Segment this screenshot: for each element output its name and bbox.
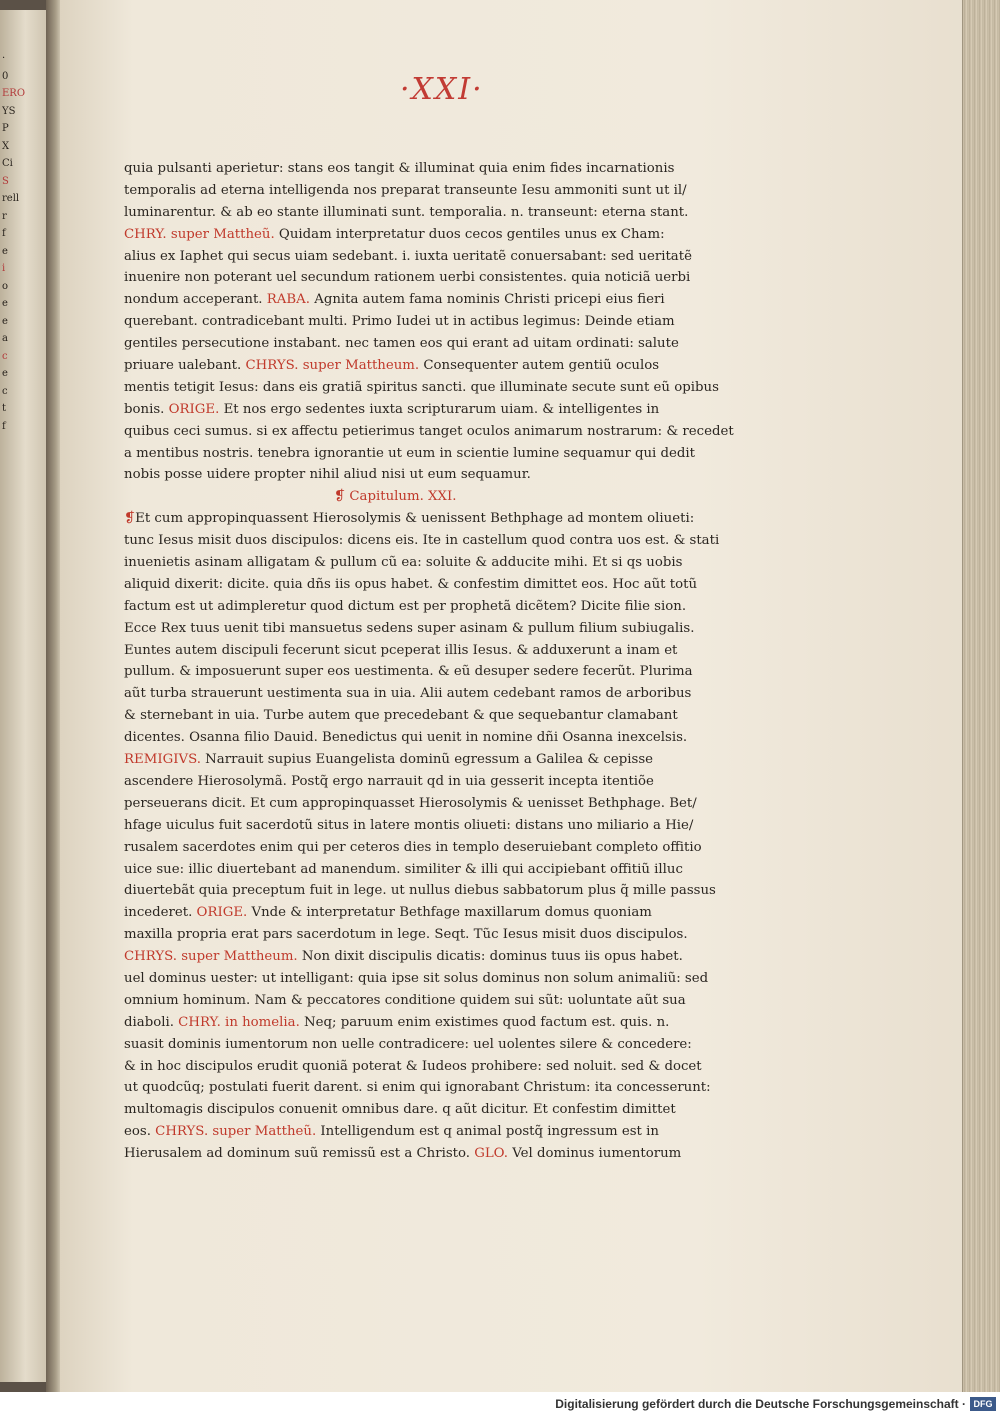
left-margin-fragment: c bbox=[2, 385, 8, 397]
footer bbox=[0, 1392, 1000, 1418]
line-text: inuenietis asinam alligatam & pullum cũ ea: soluite & adducite mihi. Et si qs uobis bbox=[124, 555, 683, 571]
text-line bbox=[124, 1121, 724, 1143]
line-text: Intelligendum est q animal postq̃ ingressum est in bbox=[316, 1124, 659, 1140]
text-line bbox=[124, 289, 724, 311]
text-line bbox=[124, 640, 724, 662]
left-margin-fragment: i bbox=[2, 263, 6, 274]
line-text: gentiles persecutione instabant. nec tamen eos qui erant ad uitam ordinati: salute bbox=[124, 336, 679, 352]
rubric-text: CHRYS. super Mattheũ. bbox=[155, 1124, 317, 1140]
text-line bbox=[124, 1012, 724, 1034]
text-line bbox=[124, 1143, 724, 1165]
line-text: aliquid dixerit: dicite. quia dñs iis opus habet. & confestim dimittet eos. Hoc aũt totũ bbox=[124, 576, 698, 592]
line-text: pullum. & imposuerunt super eos uestimenta. & eũ desuper sedere fecerũt. Plurima bbox=[124, 664, 693, 680]
line-text: Et cum appropinquassent Hierosolymis & uenissent Bethphage ad montem oliueti: bbox=[135, 511, 695, 527]
text-line bbox=[124, 902, 724, 924]
text-line bbox=[124, 837, 724, 859]
text-line bbox=[124, 530, 724, 552]
line-text: factum est ut adimpleretur quod dictum est per prophetã dicẽtem? Dicite filie sion. bbox=[124, 598, 687, 614]
text-line bbox=[124, 771, 724, 793]
left-margin-fragment: X bbox=[2, 140, 10, 152]
text-line bbox=[124, 333, 724, 355]
left-margin-fragment: ERO bbox=[2, 88, 26, 99]
page-edges bbox=[962, 0, 1000, 1392]
line-text: querebant. contradicebant multi. Primo Iudei ut in actibus legimus: Deinde etiam bbox=[124, 314, 675, 330]
text-line bbox=[124, 749, 724, 771]
line-text: diuertebãt quia preceptum fuit in lege. ut nullus diebus sabbatorum plus q̃ mille passus bbox=[124, 883, 716, 899]
left-margin-fragment: t bbox=[2, 403, 7, 414]
text-line bbox=[124, 508, 724, 530]
line-text: Hierusalem ad dominum suũ remissũ est a Christo. bbox=[124, 1146, 475, 1162]
line-text: & in hoc discipulos erudit quoniã poterat & Iudeos prohibere: sed noluit. sed & docet bbox=[124, 1058, 702, 1074]
rubric-text: REMIGIVS. bbox=[124, 752, 201, 768]
left-margin-fragment: r bbox=[2, 210, 7, 222]
line-text: Agnita autem fama nominis Christi pricepi eius fieri bbox=[309, 292, 665, 308]
dfg-logo: DFG bbox=[970, 1397, 996, 1411]
line-text: diaboli. bbox=[124, 1014, 179, 1030]
line-text: Narrauit supius Euangelista dominũ egressum a Galilea & cepisse bbox=[200, 752, 654, 768]
left-margin-fragment: f bbox=[2, 420, 6, 432]
rubric-text: CHRY. super Mattheũ. bbox=[124, 226, 275, 242]
text-line bbox=[124, 924, 724, 946]
folio-number: ·XXI· bbox=[400, 72, 484, 107]
text-line bbox=[124, 859, 724, 881]
rubric-text: ❡ bbox=[334, 489, 350, 505]
left-margin-fragment: e bbox=[2, 245, 8, 257]
text-line bbox=[124, 968, 724, 990]
line-text: ascendere Hierosolymã. Postq̃ ergo narrauit qd in uia gesserit incepta itentiõe bbox=[124, 773, 654, 789]
line-text: incederet. bbox=[124, 905, 197, 921]
rubric-text: CHRYS. super Mattheum. bbox=[124, 949, 298, 965]
line-text: Vel dominus iumentorum bbox=[508, 1146, 682, 1162]
text-line bbox=[124, 990, 724, 1012]
line-text: tunc Iesus misit duos discipulos: dicens eis. Ite in castellum quod contra uos est. & stati bbox=[124, 533, 720, 549]
text-line bbox=[124, 202, 724, 224]
text-line bbox=[124, 246, 724, 268]
rubric-text: ORIGE. bbox=[196, 905, 248, 921]
line-text: perseuerans dicit. Et cum appropinquasset Hierosolymis & uenisset Bethphage. Bet/ bbox=[124, 795, 697, 811]
left-margin-fragment: S bbox=[2, 175, 9, 187]
chapter-heading bbox=[334, 486, 934, 508]
line-text: Neq; paruum enim existimes quod factum est. quis. n. bbox=[299, 1014, 670, 1030]
text-line bbox=[124, 355, 724, 377]
left-margin-fragment: · bbox=[2, 53, 6, 64]
line-text: Euntes autem discipuli fecerunt sicut pceperat illis Iesus. & adduxerunt a inam et bbox=[124, 642, 678, 658]
rubric-text: ORIGE. bbox=[168, 401, 220, 417]
left-margin-fragment: YS bbox=[2, 105, 16, 117]
line-text: ut quodcũq; postulati fuerit darent. si enim qui ignorabant Christum: ita concesserunt: bbox=[124, 1080, 711, 1096]
line-text: aũt turba strauerunt uestimenta sua in uia. Alii autem cedebant ramos de arboribus bbox=[124, 686, 692, 702]
line-text: bonis. bbox=[124, 401, 169, 417]
text-line bbox=[124, 464, 724, 486]
line-text: nondum acceperant. bbox=[124, 292, 267, 308]
left-margin-fragment: Ci bbox=[2, 158, 13, 169]
left-margin-fragment: rell bbox=[2, 193, 20, 204]
line-text: rusalem sacerdotes enim qui per ceteros dies in templo deseruiebant completo offitio bbox=[124, 839, 702, 855]
footer-credit: Digitalisierung gefördert durch die Deutsche Forschungsgemeinschaft · bbox=[555, 1397, 966, 1411]
text-line bbox=[124, 815, 724, 837]
line-text: uel dominus uester: ut intelligant: quia ipse sit solus dominus non solum animaliũ: sed bbox=[124, 970, 709, 986]
text-line bbox=[124, 596, 724, 618]
left-margin-fragment: f bbox=[2, 228, 6, 239]
left-margin-fragment: 0 bbox=[2, 70, 9, 82]
line-text: luminarentur. & ab eo stante illuminati sunt. temporalia. n. transeunt: eterna stant. bbox=[124, 204, 689, 220]
line-text: Non dixit discipulis dicatis: dominus tuus iis opus habet. bbox=[297, 949, 683, 965]
line-text: Vnde & interpretatur Bethfage maxillarum domus quoniam bbox=[247, 905, 652, 921]
text-line bbox=[124, 705, 724, 727]
text-line bbox=[124, 267, 724, 289]
text-line bbox=[124, 158, 724, 180]
text-line bbox=[124, 552, 724, 574]
text-line bbox=[124, 1056, 724, 1078]
text-line bbox=[124, 793, 724, 815]
line-text: priuare ualebant. bbox=[124, 358, 246, 374]
line-text: Ecce Rex tuus uenit tibi mansuetus sedens super asinam & pullum filium subiugalis. bbox=[124, 620, 695, 636]
left-margin-fragment: e bbox=[2, 368, 8, 379]
rubric-text: Capitulum. XXI. bbox=[349, 489, 457, 505]
left-margin-fragment: c bbox=[2, 350, 8, 362]
left-margin-fragment: o bbox=[2, 280, 9, 292]
text-line bbox=[124, 311, 724, 333]
text-line bbox=[124, 399, 724, 421]
text-block bbox=[124, 158, 734, 1165]
text-line bbox=[124, 618, 724, 640]
rubric-text: ❡ bbox=[124, 511, 136, 527]
line-text: quibus ceci sumus. si ex affectu petierimus tanget oculos animarum nostrarum: & recedet bbox=[124, 423, 734, 439]
line-text: & sternebant in uia. Turbe autem que precedebant & que sequebantur clamabant bbox=[124, 708, 678, 724]
left-margin-fragment: e bbox=[2, 298, 8, 309]
text-line bbox=[124, 180, 724, 202]
line-text: multomagis discipulos conuenit omnibus dare. q aũt dicitur. Et confestim dimittet bbox=[124, 1102, 676, 1118]
text-line bbox=[124, 880, 724, 902]
text-line bbox=[124, 1034, 724, 1056]
line-text: temporalis ad eterna intelligenda nos preparat transeunte Iesu ammoniti sunt ut il/ bbox=[124, 182, 687, 198]
line-text: suasit dominis iumentorum non uelle contradicere: uel uolentes silere & concedere: bbox=[124, 1036, 692, 1052]
line-text: hfage uiculus fuit sacerdotũ situs in latere montis oliueti: distans uno miliario a Hie/ bbox=[124, 817, 694, 833]
line-text: inuenire non poterant uel secundum rationem uerbi consistentes. quia noticiã uerbi bbox=[124, 270, 691, 286]
rubric-text: GLO. bbox=[474, 1146, 509, 1162]
line-text: mentis tetigit Iesus: dans eis gratiã spiritus sancti. que illuminate secute sunt eũ opibus bbox=[124, 379, 719, 395]
text-line bbox=[124, 661, 724, 683]
line-text: maxilla propria erat pars sacerdotum in lege. Seqt. Tũc Iesus misit duos discipulos. bbox=[124, 927, 688, 943]
line-text: a mentibus nostris. tenebra ignorantie ut eum in scientie lumine sequamur qui dedit bbox=[124, 445, 696, 461]
text-line bbox=[124, 1099, 724, 1121]
text-line bbox=[124, 683, 724, 705]
text-line bbox=[124, 443, 724, 465]
left-page-edge bbox=[0, 10, 47, 1382]
text-line bbox=[124, 946, 724, 968]
left-page-text bbox=[2, 50, 40, 435]
text-line bbox=[124, 421, 734, 443]
text-line bbox=[124, 377, 724, 399]
line-text: alius ex Iaphet qui secus uiam sedebant. i. iuxta ueritatẽ conuersabant: sed ueritatẽ bbox=[124, 248, 692, 264]
text-line bbox=[124, 574, 724, 596]
left-margin-fragment: e bbox=[2, 315, 8, 327]
line-text: eos. bbox=[124, 1124, 156, 1140]
line-text: uice sue: illic diuertebant ad manendum. similiter & illi qui accipiebant offitiũ illuc bbox=[124, 861, 683, 877]
rubric-text: CHRYS. super Mattheum. bbox=[245, 358, 420, 374]
text-line bbox=[124, 1077, 724, 1099]
text-line bbox=[124, 224, 724, 246]
line-text: Consequenter autem gentiũ oculos bbox=[419, 358, 660, 374]
line-text: Quidam interpretatur duos cecos gentiles unus ex Cham: bbox=[274, 226, 665, 242]
line-text: omnium hominum. Nam & peccatores conditione quidem sui sũt: uoluntate aũt sua bbox=[124, 992, 686, 1008]
line-text: nobis posse uidere propter nihil aliud nisi ut eum sequamur. bbox=[124, 467, 531, 483]
text-line bbox=[124, 727, 724, 749]
left-margin-fragment: P bbox=[2, 123, 9, 134]
left-margin-fragment: a bbox=[2, 333, 8, 344]
rubric-text: CHRY. in homelia. bbox=[178, 1014, 300, 1030]
line-text: dicentes. Osanna filio Dauid. Benedictus qui uenit in nomine dñi Osanna inexcelsis. bbox=[124, 730, 688, 746]
line-text: quia pulsanti aperietur: stans eos tangit & illuminat quia enim fides incarnationis bbox=[124, 161, 675, 176]
line-text: Et nos ergo sedentes iuxta scripturarum uiam. & intelligentes in bbox=[219, 401, 660, 417]
rubric-text: RABA. bbox=[266, 292, 310, 308]
